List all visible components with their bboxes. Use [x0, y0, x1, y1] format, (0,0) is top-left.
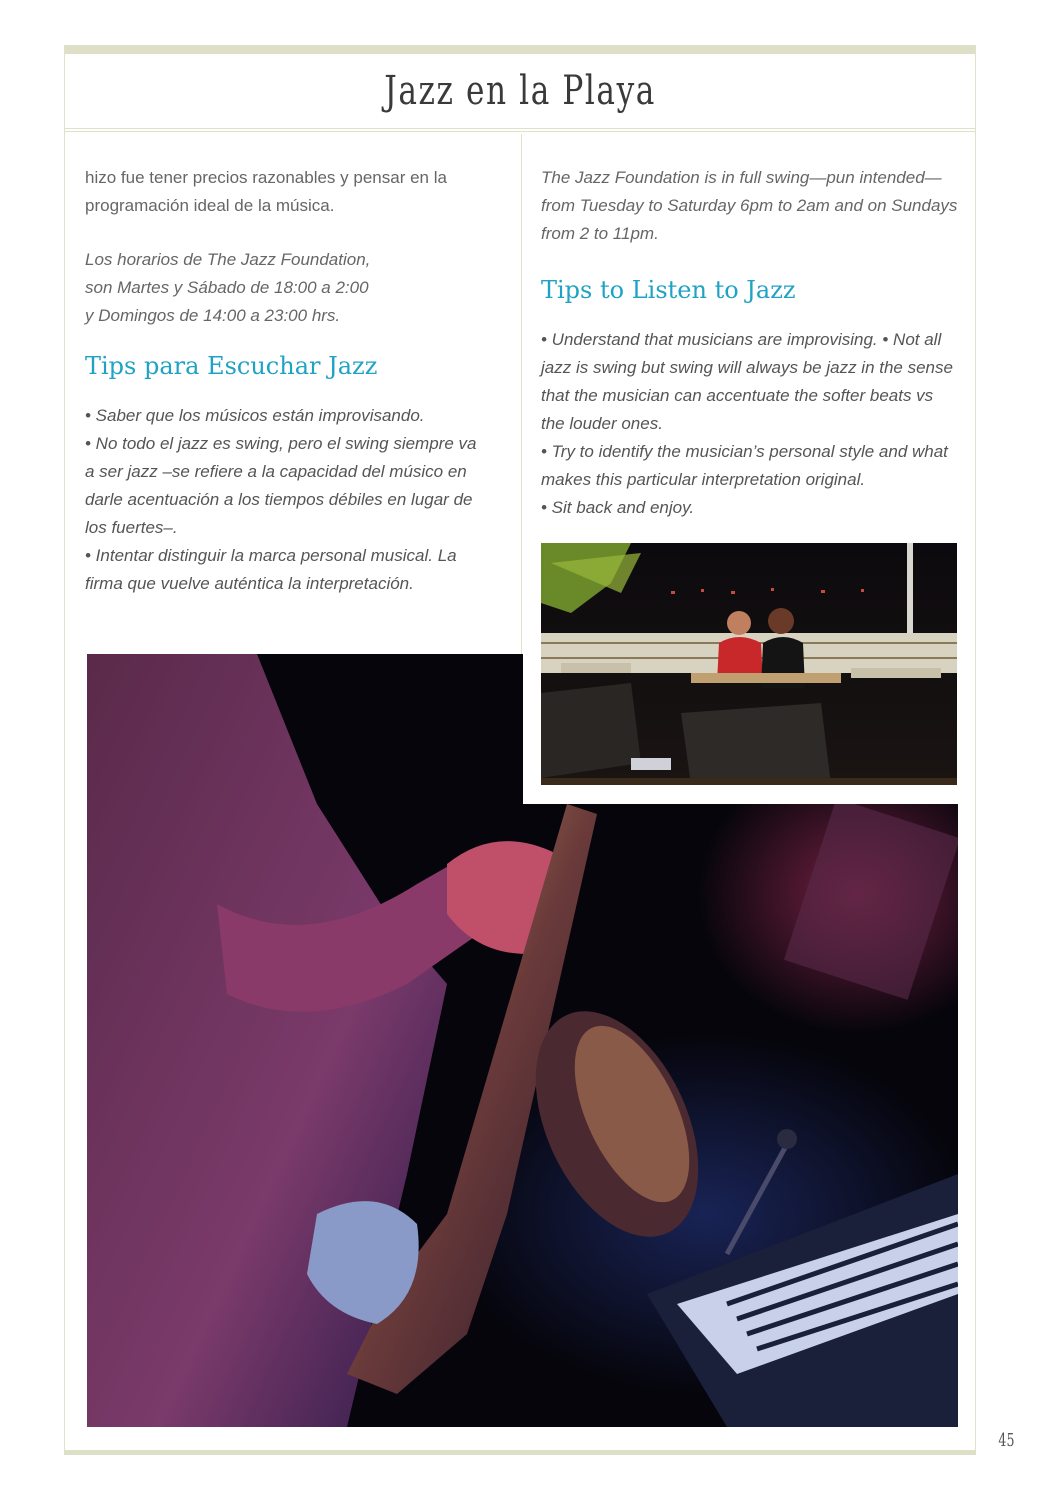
tip-item: • Intentar distinguir la marca personal musical. La firma que vuelve auténtica la interpretación.	[85, 546, 457, 593]
intro-text: hizo fue tener precios razonables y pensar en la programación ideal de la música.	[85, 168, 447, 215]
beach-cafe-photo	[541, 543, 957, 785]
tip-item: • No todo el jazz es swing, pero el swing siempre va a ser jazz –se refiere a la capacidad del músico en darle acentuación a los tiempos débiles en lugar de los fuertes–.	[85, 434, 477, 537]
tip-item: • Understand that musicians are improvising. • Not all jazz is swing but swing will always be jazz in the sense that the musician can accentuate the softer beats vs the louder ones.	[541, 330, 953, 433]
hours-line-1: Los horarios de The Jazz Foundation,	[85, 250, 371, 269]
intro-text: The Jazz Foundation is in full swing—pun intended— from Tuesday to Saturday 6pm to 2am and on Sundays from 2 to 11pm.	[541, 168, 958, 243]
column-divider	[521, 134, 522, 654]
hours-line-2: son Martes y Sábado de 18:00 a 2:00	[85, 278, 369, 297]
bottom-rule	[64, 1450, 976, 1455]
tip-item: • Sit back and enjoy.	[541, 498, 695, 517]
cafe-photo-illustration	[541, 543, 957, 785]
page-title: Jazz en la Playa	[384, 68, 656, 114]
page-number: 45	[998, 1430, 1015, 1451]
title-box	[64, 54, 976, 132]
section-heading: Tips to Listen to Jazz	[541, 276, 796, 304]
tip-item: • Try to identify the musician’s personal style and what makes this particular interpretation original.	[541, 442, 948, 489]
hours-line-3: y Domingos de 14:00 a 23:00 hrs.	[85, 306, 341, 325]
english-column	[541, 164, 959, 522]
spanish-column	[85, 164, 485, 598]
section-heading: Tips para Escuchar Jazz	[85, 352, 378, 380]
tip-item: • Saber que los músicos están improvisando.	[85, 406, 425, 425]
